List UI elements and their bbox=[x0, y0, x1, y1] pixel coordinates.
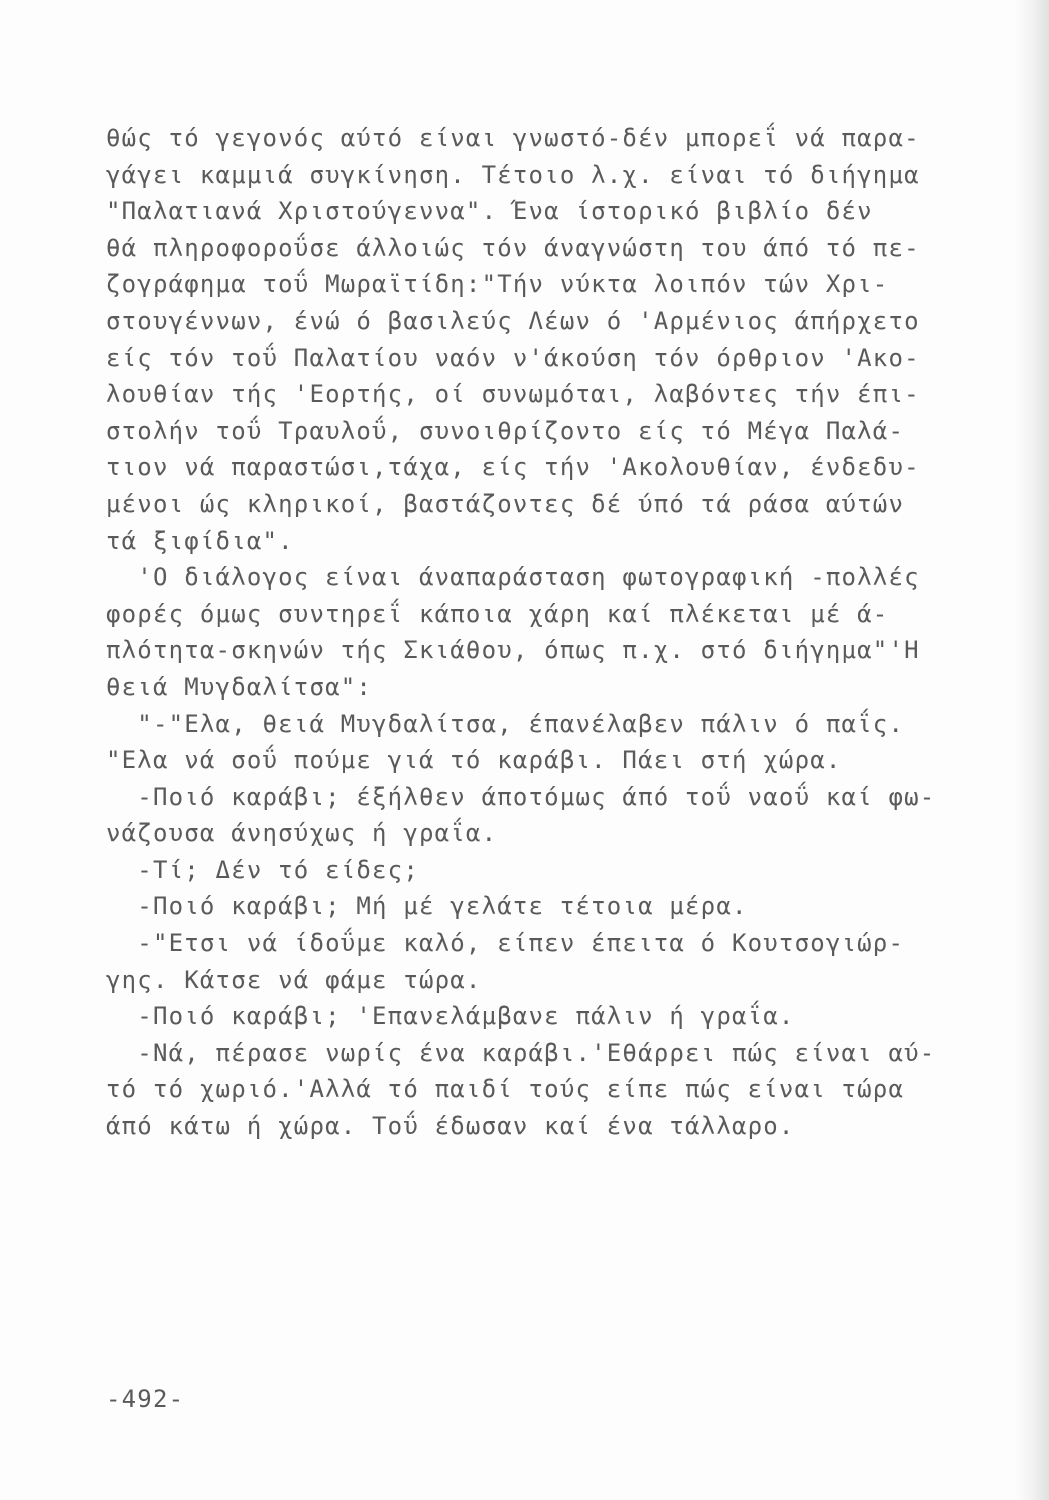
text-line: γης. Κάτσε νά φάμε τώρα. bbox=[106, 965, 482, 994]
text-line: -Τί; Δέν τό είδες; bbox=[106, 855, 419, 884]
text-line: ζογράφημα τοΰ Μωραϊτίδη:"Τήν νύκτα λοιπόν τών Χρι- bbox=[106, 270, 889, 299]
text-line: τά ξιφίδια". bbox=[106, 526, 294, 555]
text-line: -Ποιό καράβι; 'Επανελάμβανε πάλιν ή γραΐα. bbox=[106, 1002, 795, 1031]
text-line: -Ποιό καράβι; Μή μέ γελάτε τέτοια μέρα. bbox=[106, 892, 748, 921]
text-line: 'Ο διάλογος είναι άναπαράσταση φωτογραφική -πολλές bbox=[106, 563, 920, 592]
text-line: θώς τό γεγονός αύτό είναι γνωστό-δέν μπορεΐ νά παρα- bbox=[106, 124, 920, 152]
text-line: θειά Μυγδαλίτσα": bbox=[106, 672, 373, 701]
text-line: τό τό χωριό.'Αλλά τό παιδί τούς είπε πώς είναι τώρα bbox=[106, 1075, 905, 1104]
text-line: τιον νά παραστώσι,τάχα, είς τήν 'Ακολουθίαν, ένδεδυ- bbox=[106, 453, 920, 482]
text-line: μένοι ώς κληρικοί, βαστάζοντες δέ ύπό τά ράσα αύτών bbox=[106, 489, 905, 518]
text-line: στουγέννων, ένώ ό βασιλεύς Λέων ό 'Αρμένιος άπήρχετο bbox=[106, 306, 920, 335]
text-line: γάγει καμμιά συγκίνηση. Τέτοιο λ.χ. είναι τό διήγημα bbox=[106, 160, 920, 189]
text-line: άπό κάτω ή χώρα. Τοΰ έδωσαν καί ένα τάλλαρο. bbox=[106, 1112, 795, 1141]
text-line: -"Ετσι νά ίδοΰμε καλό, είπεν έπειτα ό Κουτσογιώρ- bbox=[106, 929, 905, 958]
page-number: -492- bbox=[106, 1385, 185, 1413]
body-text bbox=[106, 120, 1006, 1145]
page-edge-shadow bbox=[1015, 0, 1049, 1500]
text-line: νάζουσα άνησύχως ή γραΐα. bbox=[106, 819, 498, 848]
text-line: είς τόν τοΰ Παλατίου ναόν ν'άκούση τόν όρθριον 'Ακο- bbox=[106, 343, 920, 372]
text-line: -Ποιό καράβι; έξήλθεν άποτόμως άπό τοΰ ναοΰ καί φω- bbox=[106, 782, 936, 811]
text-line: "-"Ελα, θειά Μυγδαλίτσα, έπανέλαβεν πάλιν ό παΐς. bbox=[106, 709, 905, 738]
text-line: -Νά, πέρασε νωρίς ένα καράβι.'Εθάρρει πώς είναι αύ- bbox=[106, 1038, 936, 1067]
text-line: "Παλατιανά Χριστούγεννα". Ένα ίστορικό βιβλίο δέν bbox=[106, 197, 873, 226]
text-line: θά πληροφοροΰσε άλλοιώς τόν άναγνώστη του άπό τό πε- bbox=[106, 233, 920, 262]
text-line: "Ελα νά σοΰ πούμε γιά τό καράβι. Πάει στή χώρα. bbox=[106, 746, 842, 775]
text-line: πλότητα-σκηνών τής Σκιάθου, όπως π.χ. στό διήγημα"'Η bbox=[106, 636, 920, 665]
text-line: φορές όμως συντηρεΐ κάποια χάρη καί πλέκεται μέ ά- bbox=[106, 599, 889, 628]
text-line: στολήν τοΰ Τραυλοΰ, συνοιθρίζοντο είς τό Μέγα Παλά- bbox=[106, 416, 905, 445]
text-line: λουθίαν τής 'Εορτής, οί συνωμόται, λαβόντες τήν έπι- bbox=[106, 380, 920, 409]
